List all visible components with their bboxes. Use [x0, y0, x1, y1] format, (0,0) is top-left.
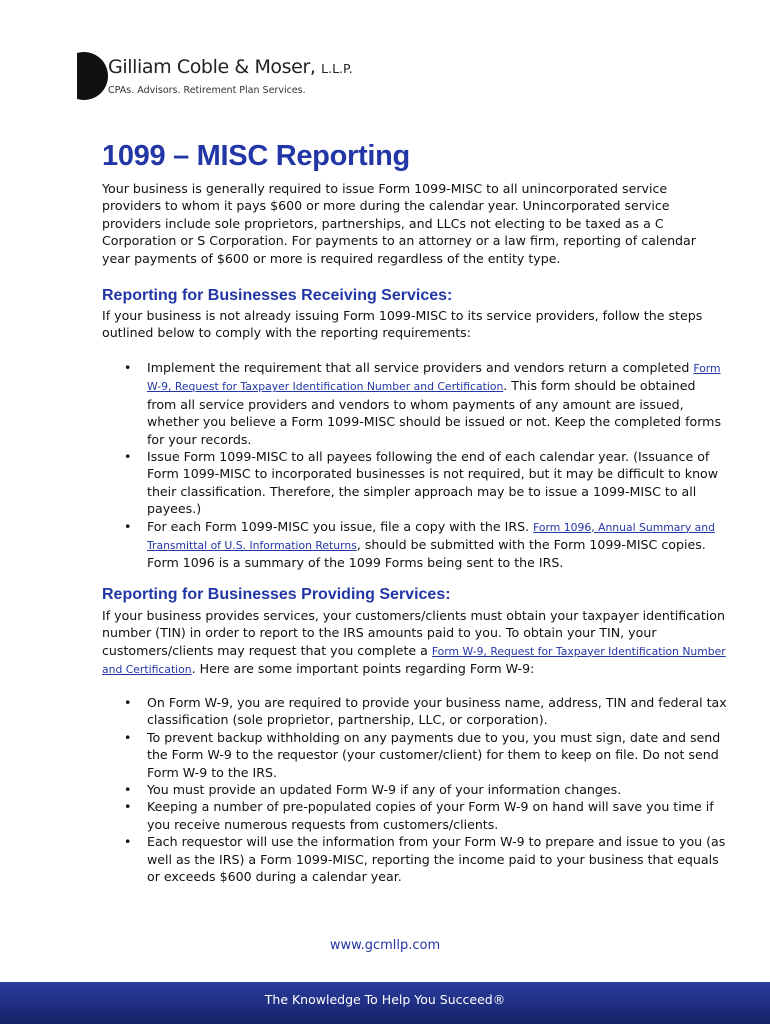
bullet-icon: •: [124, 782, 132, 798]
section-receiving-heading: Reporting for Businesses Receiving Services:: [102, 287, 453, 304]
list-item: [102, 729, 728, 781]
footer-band: [0, 982, 770, 1024]
list-item: [102, 833, 728, 885]
list-item-text: Implement the requirement that all service providers and vendors return a completed: [147, 360, 694, 375]
list-item: [102, 694, 728, 729]
website-link[interactable]: www.gcmllp.com: [329, 938, 441, 953]
section-receiving-list: [102, 359, 728, 572]
section-providing-list: [102, 694, 728, 885]
list-item-text: You must provide an updated Form W-9 if any of your information changes.: [147, 782, 622, 798]
firm-name: [108, 56, 353, 78]
intro-paragraph: Your business is generally required to issue Form 1099-MISC to all unincorporated service providers to whom it pays $600 or more during the calendar year. Unincorporated service providers include sole proprietors, partnerships, and LLCs not electing to be taxed as a C Corporation or S Corporation. For payments to an attorney or a law firm, reporting of calendar year payments of $600 or more is required regardless of the entity type.: [102, 181, 696, 266]
firm-suffix: L.L.P.: [321, 61, 353, 76]
list-item-text: On Form W-9, you are required to provide your business name, address, TIN and federal tax classification (sole proprietor, partnership, LLC, or corporation).: [147, 695, 727, 728]
bullet-icon: •: [124, 799, 132, 815]
list-item-text: Issue Form 1099-MISC to all payees following the end of each calendar year. (Issuance of Form 1099-MISC to incorporated businesses is not required, but it may be difficult to know their classification. Therefore, the simpler approach may be to issue a 1099-MISC to all payees.): [147, 449, 719, 517]
section-receiving-intro: If your business is not already issuing Form 1099-MISC to its service providers, follow the steps outlined below to comply with the reporting requirements:: [102, 308, 703, 341]
bullet-icon: •: [124, 695, 132, 710]
section-providing-intro-text: If your business provides services, your customers/clients must obtain your taxpayer identification number (TIN) in order to report to the IRS amounts paid to you. To obtain your TIN, your customers/clients may request that you complete a: [102, 608, 725, 658]
section-providing-heading: Reporting for Businesses Providing Services:: [102, 586, 451, 603]
bullet-icon: •: [124, 518, 132, 534]
firm-name-main: Gilliam Coble & Moser,: [108, 56, 316, 78]
section-providing-intro-text: . Here are some important points regarding Form W-9:: [191, 661, 535, 677]
firm-tagline: CPAs. Advisors. Retirement Plan Services.: [108, 85, 306, 96]
bullet-icon: •: [124, 360, 132, 375]
list-item-text: , should be submitted with the Form 1099-MISC copies. Form 1096 is a summary of the 1099 Forms being sent to the IRS.: [147, 537, 706, 571]
list-item-text: For each Form 1099-MISC you issue, file a copy with the IRS.: [147, 518, 534, 534]
list-item: [102, 798, 728, 833]
list-item: [102, 781, 728, 798]
bullet-icon: •: [124, 729, 132, 745]
list-item: [102, 359, 728, 448]
gcm-logo-icon: [59, 51, 109, 101]
form-w9-link[interactable]: Form W-9, Request for Taxpayer Identification Number and Certification: [102, 644, 726, 677]
form-w9-link[interactable]: Form W-9, Request for Taxpayer Identification Number and Certification: [147, 362, 721, 394]
bullet-icon: •: [124, 449, 132, 465]
list-item-text: To prevent backup withholding on any payments due to you, you must sign, date and send the Form W-9 to the requestor (your customer/client) for them to keep on file. Do not send Form W-9 to the IRS.: [147, 729, 721, 780]
list-item-text: . This form should be obtained from all service providers and vendors to whom payments of any amount are issued, whether you believe a Form 1099-MISC should be issued or not. Keep the completed forms for your records.: [147, 378, 722, 447]
page-title: 1099 – MISC Reporting: [102, 140, 410, 172]
section-providing-intro: [102, 607, 728, 679]
bullet-icon: •: [124, 834, 132, 850]
list-item-text: Each requestor will use the information from your Form W-9 to prepare and issue to you (as well as the IRS) a Form 1099-MISC, reporting the income paid to your business that equals or exceeds $600 during a calendar year.: [147, 834, 726, 885]
form-1096-link[interactable]: Form 1096, Annual Summary and Transmittal of U.S. Information Returns: [147, 520, 715, 553]
list-item: [102, 518, 728, 572]
list-item-text: Keeping a number of pre-populated copies of your Form W-9 on hand will save you time if you receive numerous requests from customers/clients.: [147, 799, 714, 832]
footer-slogan: The Knowledge To Help You Succeed®: [264, 992, 506, 1007]
list-item: [102, 448, 728, 518]
